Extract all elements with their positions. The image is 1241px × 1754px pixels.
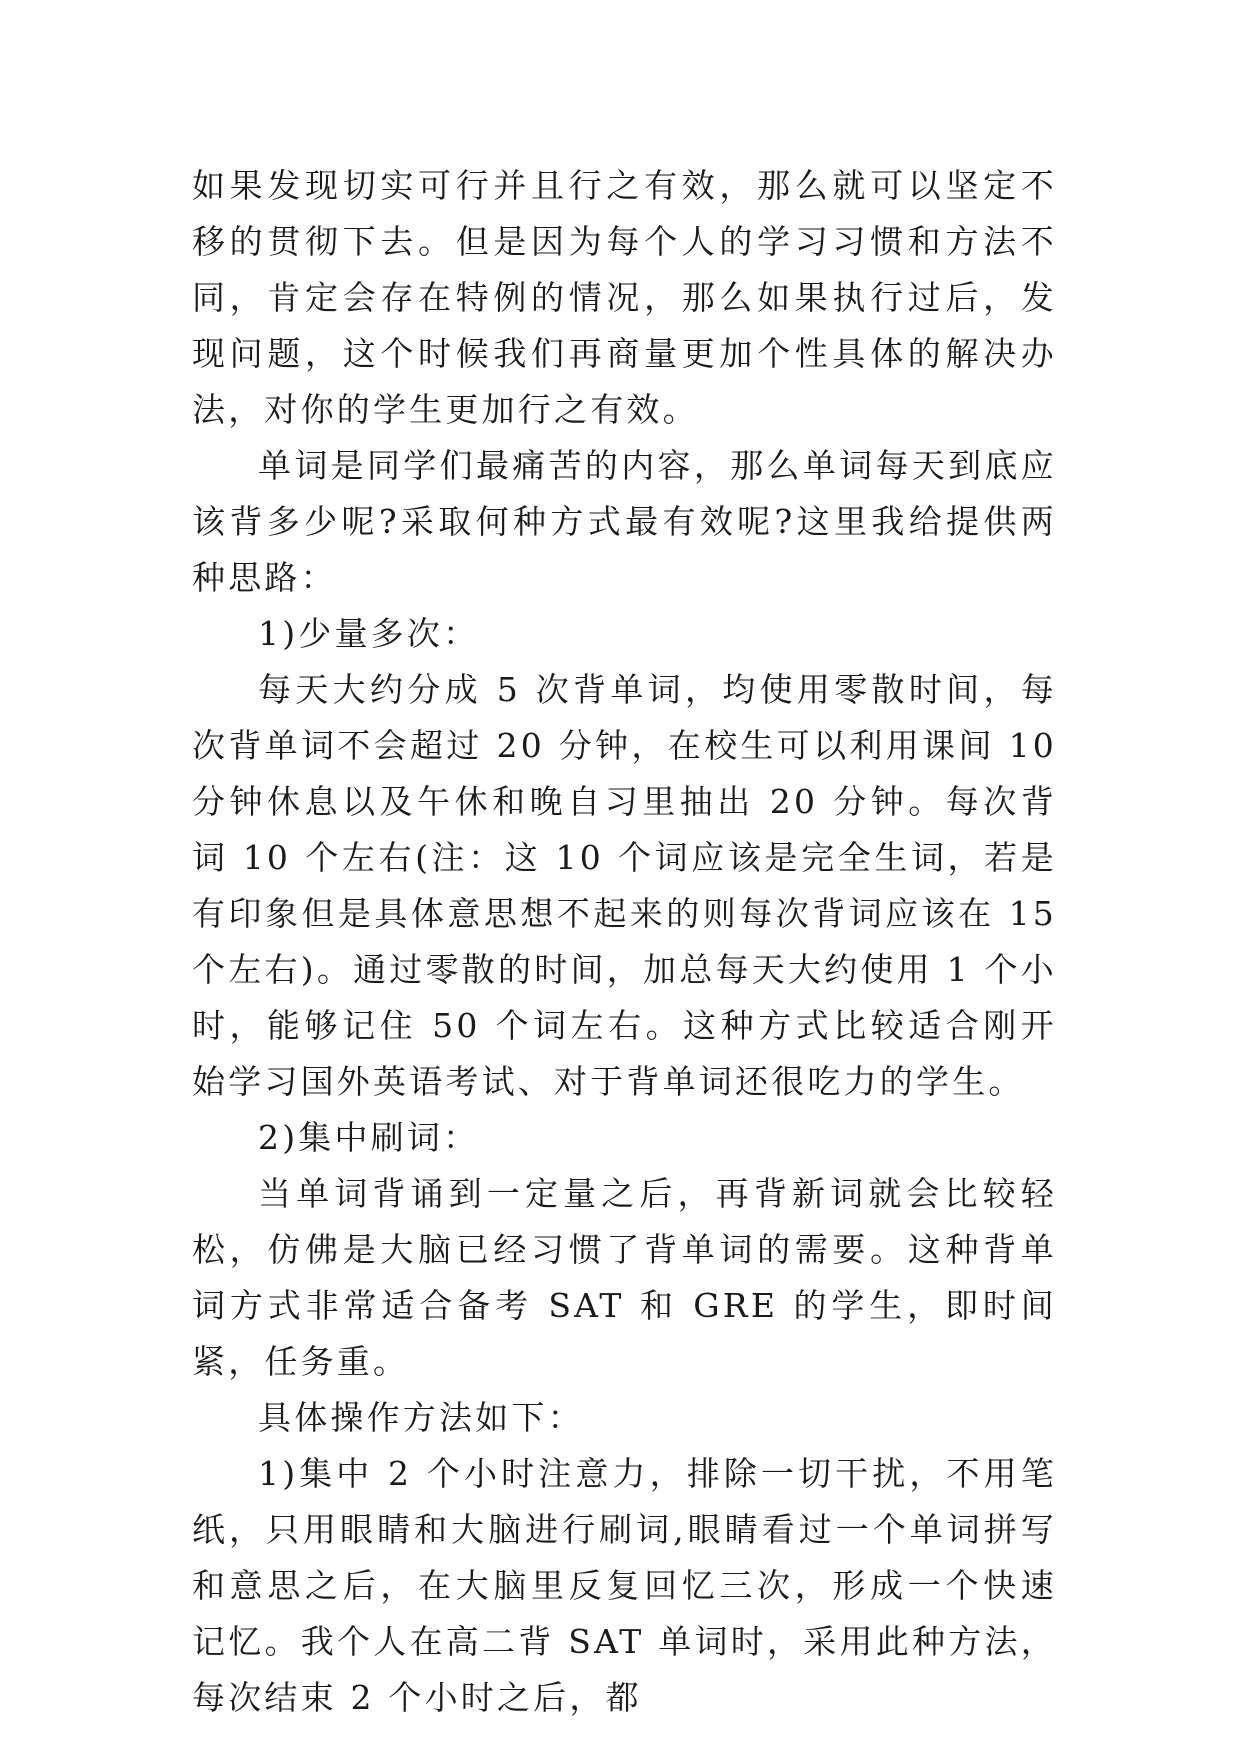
- paragraph-method-1-detail: 每天大约分成 5 次背单词，均使用零散时间，每次背单词不会超过 20 分钟，在校生可以利用课间 10 分钟休息以及午休和晚自习里抽出 20 分钟。每次背词 10 个左右(注：这 10 个词应该是完全生词，若是有印象但是具体意思想不起来的则每次背词应该在 15 个左右)。通过零散的时间，加总每天大约使用 1 个小时，能够记住 50 个词左右。这种方式比较适合刚开始学习国外英语考试、对于背单词还很吃力的学生。: [192, 670, 1057, 1101]
- paragraph-step-1: 1)集中 2 个小时注意力，排除一切干扰，不用笔纸，只用眼睛和大脑进行刷词,眼睛看过一个单词拼写和意思之后，在大脑里反复回忆三次，形成一个快速记忆。我个人在高二背 SAT 单词时，采用此种方法，每次结束 2 个小时之后，都: [192, 1454, 1057, 1717]
- document-body: [192, 158, 1057, 1726]
- heading-method-2: 2)集中刷词：: [258, 1118, 480, 1157]
- paragraph-intro-conclusion: 如果发现切实可行并且行之有效，那么就可以坚定不移的贯彻下去。但是因为每个人的学习习惯和方法不同，肯定会存在特例的情况，那么如果执行过后，发现问题，这个时候我们再商量更加个性具体的解决办法，对你的学生更加行之有效。: [192, 166, 1057, 429]
- paragraph-method-2-detail: 当单词背诵到一定量之后，再背新词就会比较轻松，仿佛是大脑已经习惯了背单词的需要。这种背单词方式非常适合备考 SAT 和 GRE 的学生，即时间紧，任务重。: [192, 1174, 1057, 1381]
- paragraph-steps-intro: 具体操作方法如下：: [258, 1398, 584, 1437]
- heading-method-1: 1)少量多次：: [258, 614, 480, 653]
- paragraph-vocabulary-question: 单词是同学们最痛苦的内容，那么单词每天到底应该背多少呢?采取何种方式最有效呢?这里我给提供两种思路：: [192, 446, 1057, 597]
